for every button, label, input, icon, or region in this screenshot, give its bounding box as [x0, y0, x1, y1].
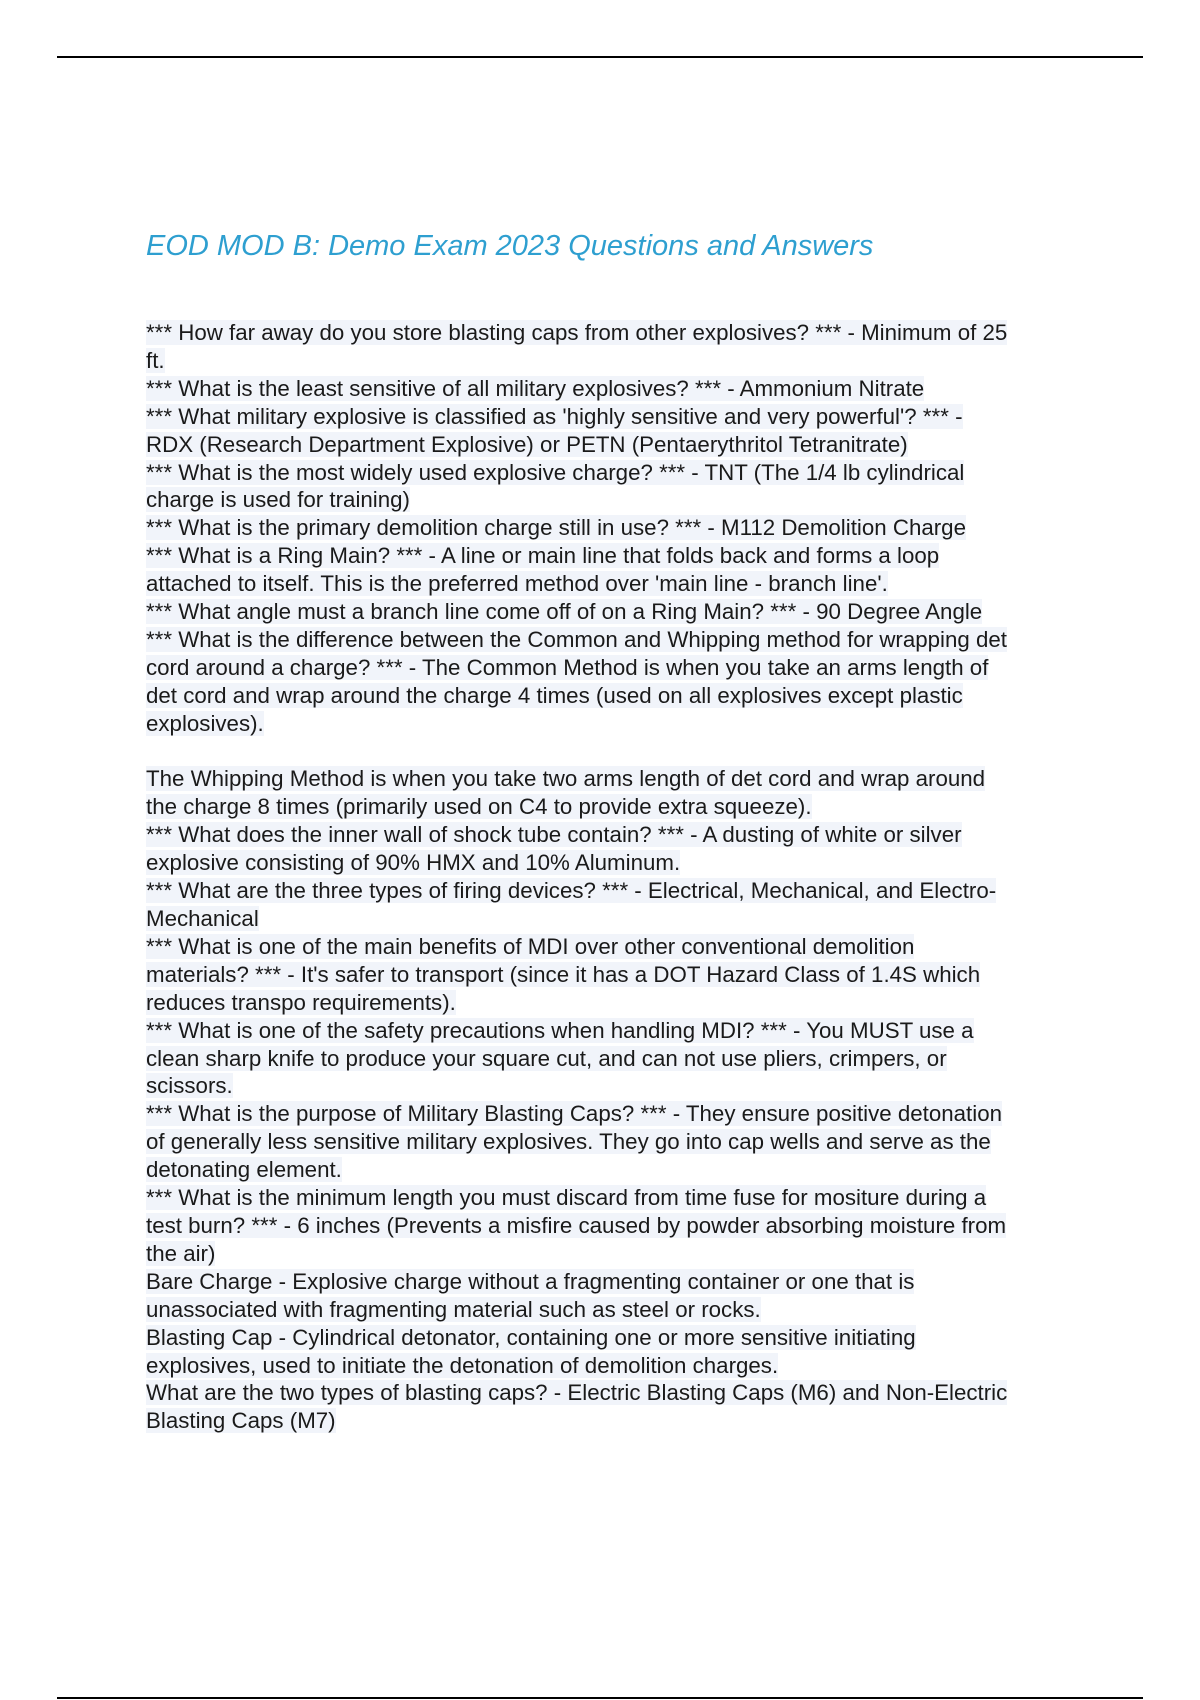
text-line-content: explosives, used to initiate the detonation of demolition charges.: [146, 1352, 779, 1378]
text-line-content: Mechanical: [146, 906, 259, 932]
text-line: [146, 1156, 1086, 1184]
text-line-content: RDX (Research Department Explosive) or PETN (Pentaerythritol Tetranitrate): [146, 431, 908, 457]
text-line: [146, 1379, 1086, 1407]
text-line: [146, 431, 1086, 459]
text-line: [146, 961, 1086, 989]
text-line: [146, 1184, 1086, 1212]
text-line: [146, 710, 1086, 738]
text-line: [146, 1128, 1086, 1156]
text-line: [146, 403, 1086, 431]
text-line-content: of generally less sensitive military explosives. They go into cap wells and serve as the: [146, 1129, 991, 1155]
text-line: [146, 1017, 1086, 1045]
text-line-content: *** What is one of the main benefits of MDI over other conventional demolition: [146, 933, 915, 959]
text-line: [146, 933, 1086, 961]
text-line-content: *** What angle must a branch line come off of on a Ring Main? *** - 90 Degree Angle: [146, 599, 983, 625]
text-line-content: *** What are the three types of firing devices? *** - Electrical, Mechanical, and Electro-: [146, 878, 997, 904]
text-line-content: charge is used for training): [146, 487, 410, 513]
text-line: [146, 319, 1086, 347]
text-line-content: reduces transpo requirements).: [146, 989, 456, 1015]
text-line: [146, 821, 1086, 849]
text-line: [146, 542, 1086, 570]
text-line: [146, 905, 1086, 933]
text-line: [146, 793, 1086, 821]
text-line-content: *** What is the most widely used explosive charge? *** - TNT (The 1/4 lb cylindrical: [146, 459, 965, 485]
text-line-content: *** What is a Ring Main? *** - A line or main line that folds back and forms a loop: [146, 543, 940, 569]
text-line: [146, 849, 1086, 877]
text-line-content: test burn? *** - 6 inches (Prevents a misfire caused by powder absorbing moisture from: [146, 1212, 1007, 1238]
text-line: [146, 765, 1086, 793]
text-line: [146, 347, 1086, 375]
text-line-content: ft.: [146, 347, 165, 373]
text-line: [146, 514, 1086, 542]
text-line-content: Blasting Caps (M7): [146, 1408, 336, 1434]
header-rule: [57, 56, 1143, 58]
text-line: [146, 1296, 1086, 1324]
text-line-content: clean sharp knife to produce your square cut, and can not use pliers, crimpers, or: [146, 1045, 947, 1071]
text-line-content: Blasting Cap - Cylindrical detonator, containing one or more sensitive initiating: [146, 1324, 916, 1350]
text-line-content: explosive consisting of 90% HMX and 10% Aluminum.: [146, 850, 681, 876]
text-line: [146, 459, 1086, 487]
text-line-content: unassociated with fragmenting material such as steel or rocks.: [146, 1296, 761, 1322]
text-line-content: *** What is the minimum length you must discard from time fuse for mositure during a: [146, 1185, 987, 1211]
text-line: [146, 1352, 1086, 1380]
text-line: [146, 1240, 1086, 1268]
text-line-content: the charge 8 times (primarily used on C4 to provide extra squeeze).: [146, 794, 812, 820]
text-line-content: the air): [146, 1240, 216, 1266]
text-line-content: cord around a charge? *** - The Common Method is when you take an arms length of: [146, 654, 989, 680]
text-line: [146, 989, 1086, 1017]
text-line-content: *** What is the primary demolition charge still in use? *** - M112 Demolition Charge: [146, 515, 966, 541]
text-line: [146, 598, 1086, 626]
text-line: [146, 1268, 1086, 1296]
text-line-content: attached to itself. This is the preferred method over 'main line - branch line'.: [146, 571, 888, 597]
text-line-content: det cord and wrap around the charge 4 times (used on all explosives except plastic: [146, 682, 963, 708]
text-line: [146, 1072, 1086, 1100]
text-line: [146, 682, 1086, 710]
text-line-content: detonating element.: [146, 1157, 342, 1183]
blank-line: [146, 738, 1086, 766]
text-line: [146, 486, 1086, 514]
text-line: [146, 375, 1086, 403]
text-line-content: *** What is the purpose of Military Blasting Caps? *** - They ensure positive detonation: [146, 1101, 1002, 1127]
document-title: EOD MOD B: Demo Exam 2023 Questions and Answers: [146, 230, 874, 262]
text-line-content: scissors.: [146, 1073, 233, 1099]
text-line-content: *** How far away do you store blasting caps from other explosives? *** - Minimum of 25: [146, 320, 1008, 345]
text-line-content: *** What is the difference between the Common and Whipping method for wrapping det: [146, 626, 1007, 652]
text-line: [146, 1407, 1086, 1435]
text-line-content: Bare Charge - Explosive charge without a fragmenting container or one that is: [146, 1268, 915, 1294]
text-line-content: The Whipping Method is when you take two arms length of det cord and wrap around: [146, 766, 986, 792]
text-line-content: *** What is the least sensitive of all military explosives? *** - Ammonium Nitrate: [146, 375, 925, 401]
text-line-content: What are the two types of blasting caps? - Electric Blasting Caps (M6) and Non-Electric: [146, 1380, 1008, 1406]
text-line: [146, 1324, 1086, 1352]
text-line: [146, 570, 1086, 598]
text-line: [146, 1100, 1086, 1128]
text-line-content: materials? *** - It's safer to transport (since it has a DOT Hazard Class of 1.4S which: [146, 961, 981, 987]
text-line: [146, 1045, 1086, 1073]
text-line: [146, 626, 1086, 654]
qa-content: [146, 319, 1086, 1435]
text-line: [146, 1212, 1086, 1240]
text-line-content: *** What does the inner wall of shock tube contain? *** - A dusting of white or silver: [146, 822, 962, 848]
text-line-content: *** What is one of the safety precautions when handling MDI? *** - You MUST use a: [146, 1017, 974, 1043]
text-line: [146, 654, 1086, 682]
text-line-content: explosives).: [146, 710, 264, 736]
text-line: [146, 877, 1086, 905]
footer-rule: [57, 1697, 1143, 1699]
text-line-content: *** What military explosive is classified as 'highly sensitive and very powerful'? *** -: [146, 403, 963, 429]
